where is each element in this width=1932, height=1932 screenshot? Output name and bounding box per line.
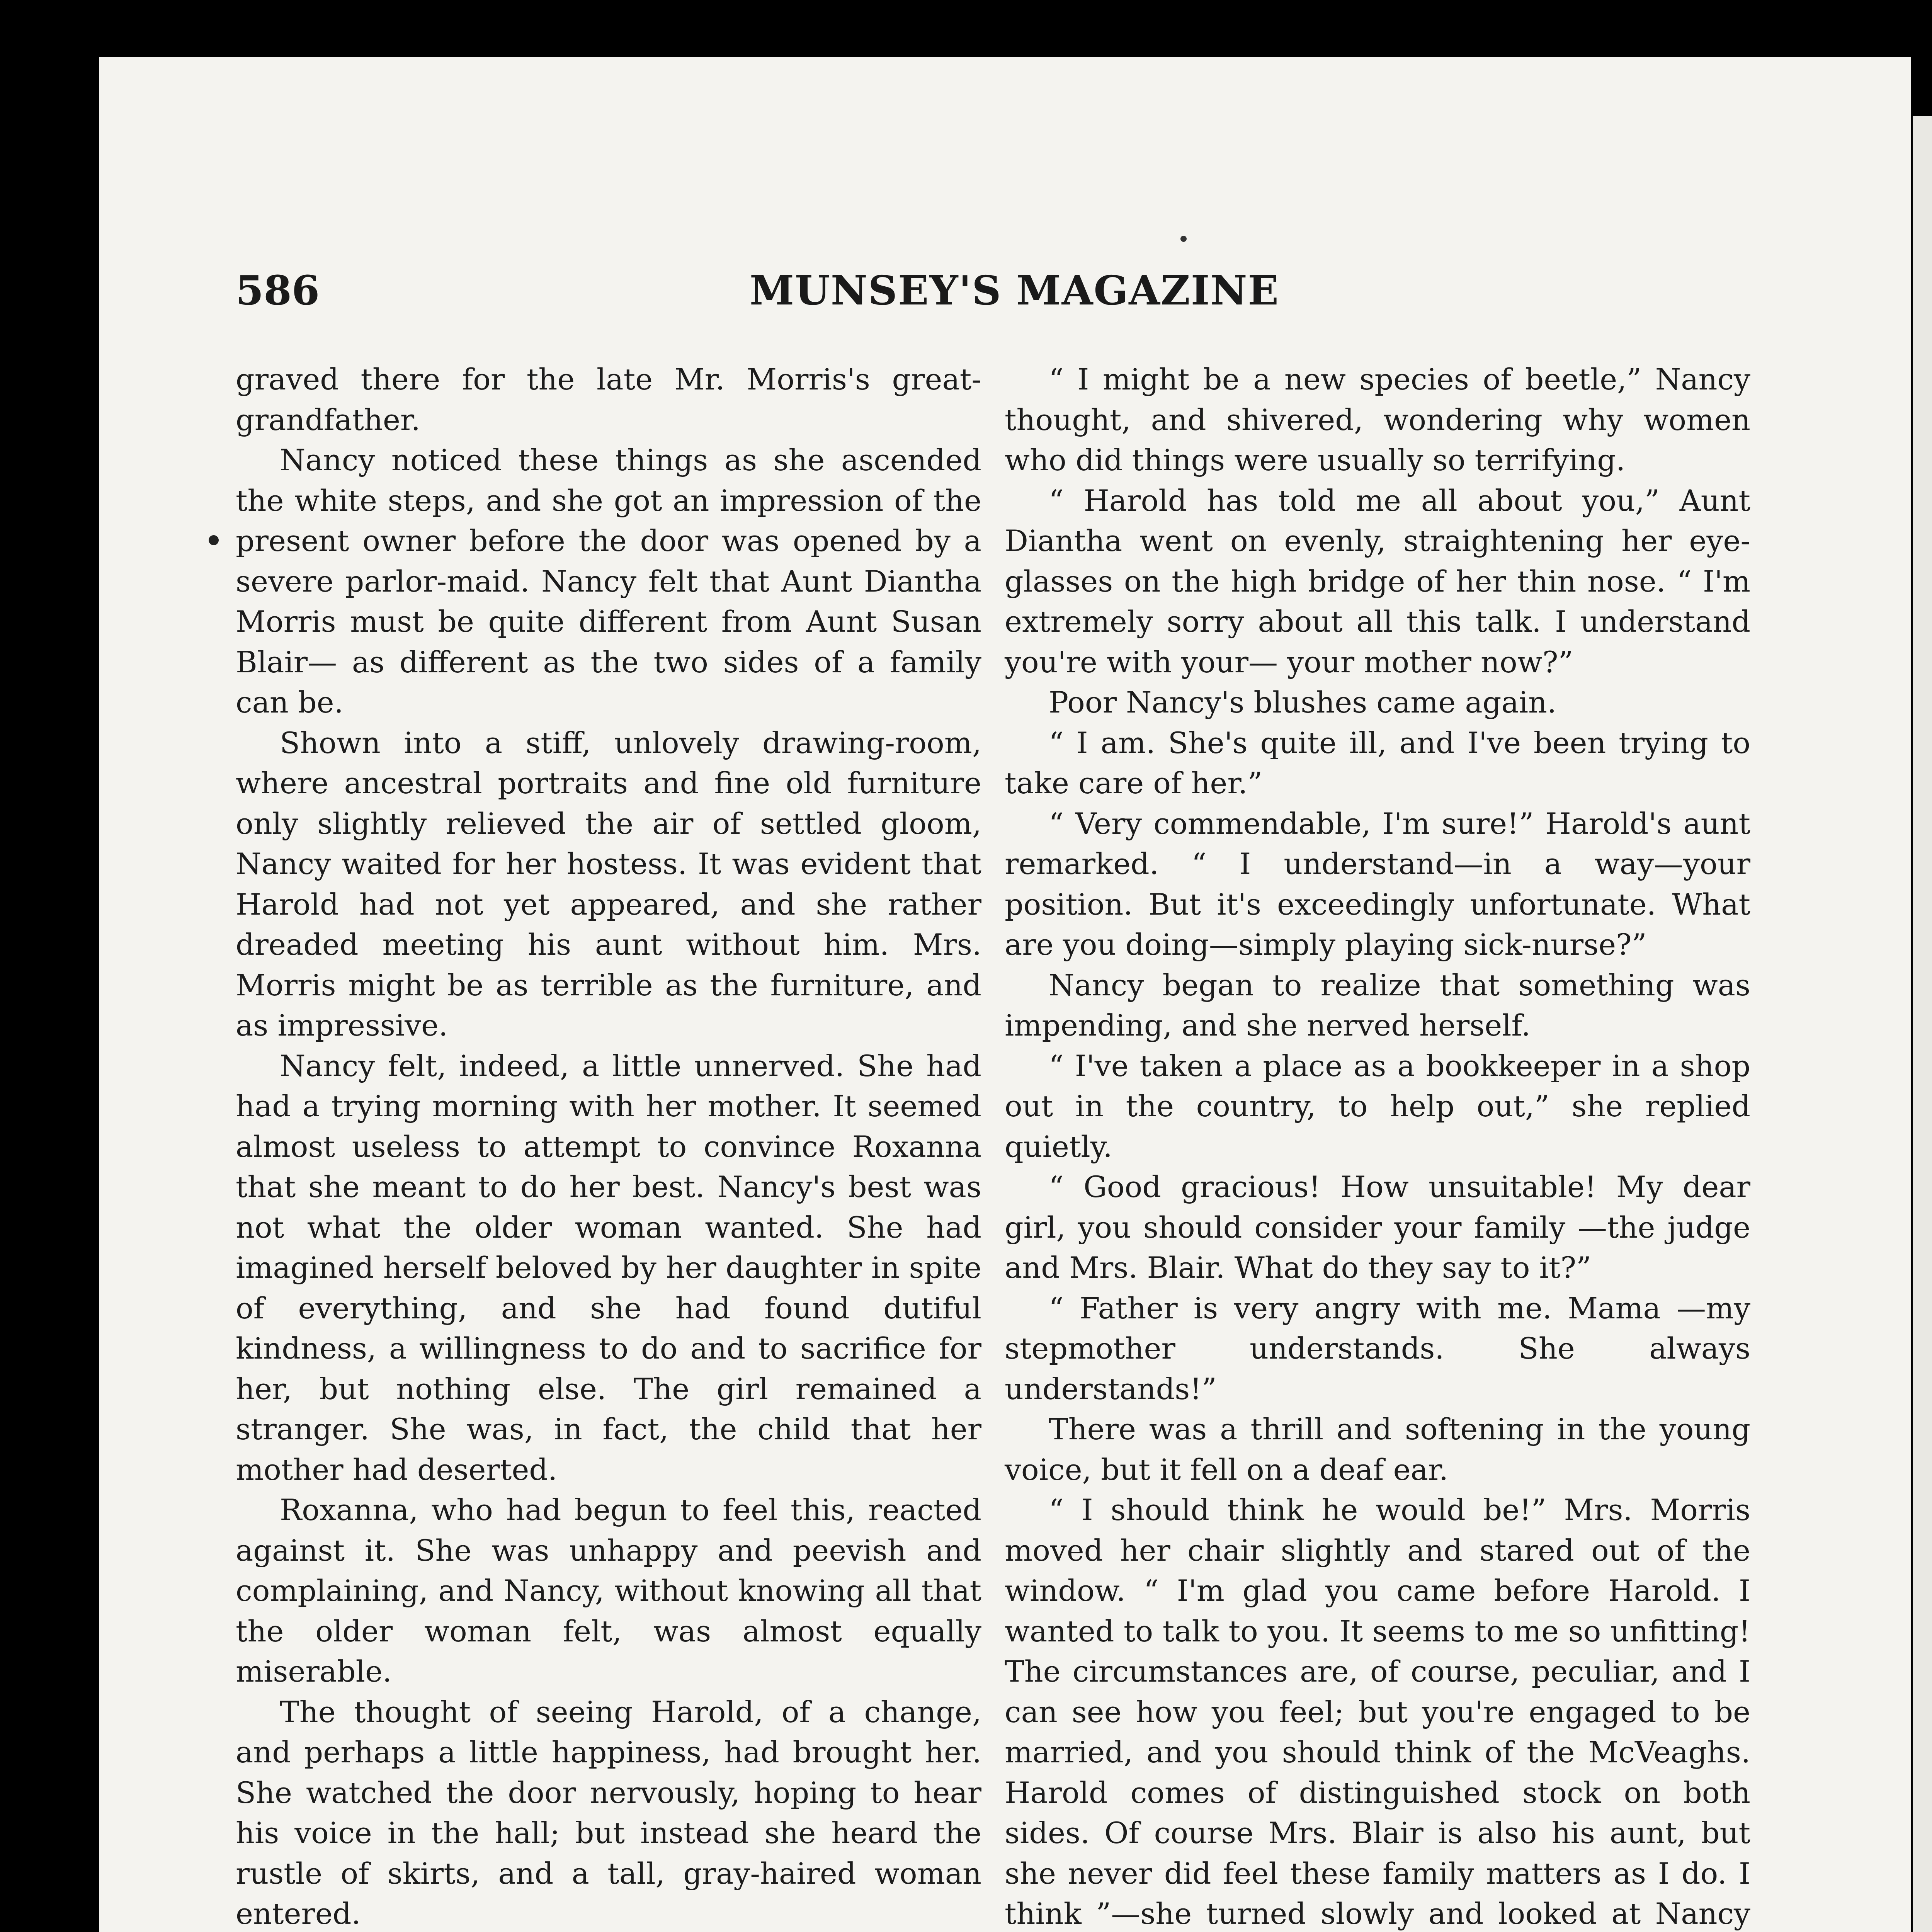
paragraph: Roxanna, who had begun to feel this, reacted against it. She was unhappy and peevish and complaining, and Nancy, without knowing all that the older woman felt, was almost equally miserable. bbox=[236, 1493, 981, 1689]
paragraph: “ Father is very angry with me. Mama —my stepmother understands. She always understands!” bbox=[1005, 1291, 1750, 1406]
next-page-edge bbox=[1913, 116, 1932, 1932]
paragraph: “ Harold has told me all about you,” Aunt Diantha went on evenly, straightening her eye-glasses on the high bridge of her thin nose. “ I'm extremely sorry about all this talk. I understand you're with your— your mother now?” bbox=[1005, 483, 1750, 679]
paragraph: Poor Nancy's blushes came again. bbox=[1049, 685, 1557, 719]
paragraph: Shown into a stiff, unlovely drawing-room, where ancestral portraits and fine old furniture only slightly relieved the air of settled gloom, Nancy waited for her hostess. It was evident that Harold had not yet appeared, and she rather dreaded meeting his aunt without him. Mrs. Morris might be as terrible as the furniture, and as impressive. bbox=[236, 725, 981, 1043]
paragraph: “ Very commendable, I'm sure!” Harold's aunt remarked. “ I understand—in a way—your position. But it's exceedingly unfortunate. What are you doing—simply playing sick-nurse?” bbox=[1005, 806, 1750, 962]
paragraph: There was a thrill and softening in the young voice, but it fell on a deaf ear. bbox=[1005, 1412, 1750, 1487]
paragraph: Nancy felt, indeed, a little unnerved. She had had a trying morning with her mother. It seemed almost useless to attempt to convince Roxanna that she meant to do her best. Nancy's best was not what the older woman wanted. She had imagined herself beloved by her daughter in spite of everything, and she had found dutiful kindness, a willingness to do and to sacrifice for her, but nothing else. The girl remained a stranger. She was, in fact, the child that her mother had deserted. bbox=[236, 1048, 981, 1487]
right-column bbox=[1005, 359, 1750, 1932]
paragraph: The thought of seeing Harold, of a change, and perhaps a little happiness, had brought her. She watched the door nervously, hoping to hear his voice in the hall; but instead she heard the rustle of skirts, and a tall, gray-haired woman entered. bbox=[236, 1694, 981, 1931]
paragraph: “ I am. She's quite ill, and I've been trying to take care of her.” bbox=[1005, 725, 1750, 800]
paragraph: “ I've taken a place as a bookkeeper in a shop out in the country, to help out,” she replied quietly. bbox=[1005, 1048, 1750, 1164]
left-column bbox=[236, 359, 981, 1932]
paragraph: Nancy began to realize that something was impending, and she nerved herself. bbox=[1005, 968, 1750, 1043]
paragraph: “ I might be a new species of beetle,” Nancy thought, and shivered, wondering why women who did things were usually so terrifying. bbox=[1005, 362, 1750, 477]
paragraph: “ Good gracious! How unsuitable! My dear girl, you should consider your family —the judge and Mrs. Blair. What do they say to it?” bbox=[1005, 1170, 1750, 1285]
margin-mark bbox=[209, 535, 219, 545]
running-head: MUNSEY'S MAGAZINE bbox=[750, 267, 1279, 314]
paragraph: “ I should think he would be!” Mrs. Morris moved her chair slightly and stared out of the window. “ I'm glad you came before Harold. I wanted to talk to you. It seems to me so unfitting! The circumstances are, of course, peculiar, and I can see how you feel; but you're engaged to be married, and you should think of the McVeaghs. Harold comes of distinguished stock on both sides. Of course Mrs. Blair is also his aunt, but she never did feel these family matters as I do. I think ”—she turned slowly and looked at Nancy bbox=[1005, 1493, 1750, 1931]
page-number: 586 bbox=[236, 267, 320, 314]
paragraph: graved there for the late Mr. Morris's great-grandfather. bbox=[236, 362, 981, 437]
print-speck bbox=[1180, 236, 1187, 242]
paragraph: Nancy noticed these things as she ascended the white steps, and she got an impression of the present owner before the door was opened by a severe parlor-maid. Nancy felt that Aunt Diantha Morris must be quite different from Aunt Susan Blair— as different as the two sides of a family can be. bbox=[236, 443, 981, 719]
